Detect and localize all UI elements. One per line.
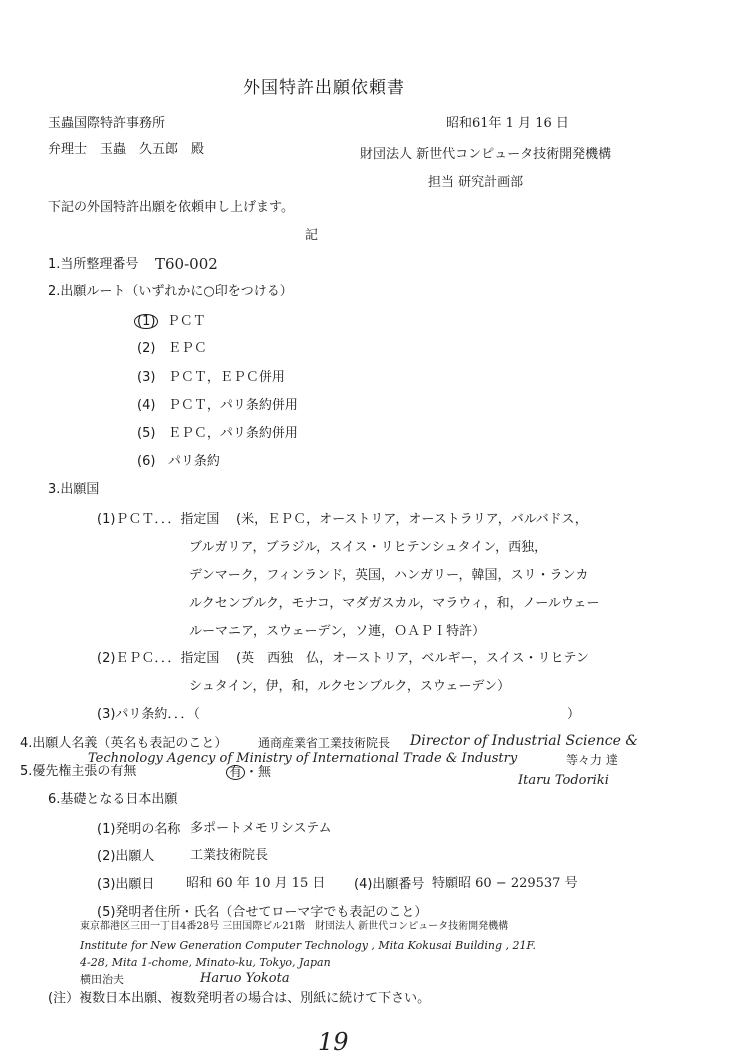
- filing-date-label: (3)出願日: [97, 877, 155, 892]
- invention-value: 多ポートメモリシステム: [190, 821, 332, 836]
- application-number-label: (4)出願番号: [354, 877, 425, 892]
- pct-countries-line-2: ブルガリア，ブラジル，スイス・リヒテンシュタイン，西独，: [189, 540, 548, 555]
- application-number-value: 特願昭 60 − 229537 号: [432, 876, 578, 891]
- page-number: 19: [318, 1028, 349, 1056]
- pct-countries-line-4: ルクセンブルク，モナコ，マダガスカル，マラウィ，和，ノールウェー: [189, 596, 600, 611]
- inventor-name-en: Haruo Yokota: [200, 971, 290, 986]
- document-title: 外国特許出願依頼書: [243, 78, 405, 98]
- route-option-6: [137, 455, 220, 468]
- applicant-value: 工業技術院長: [190, 848, 269, 863]
- priority-no: 無: [258, 765, 272, 780]
- epc-label: (2)ＥＰＣ．．．指定国: [97, 651, 220, 666]
- inventor-name-jp: 横田治夫: [80, 973, 124, 986]
- invention-label: (1)発明の名称: [97, 822, 181, 837]
- applicant-name-jp: 通商産業省工業技術院長: [258, 736, 391, 750]
- item6-label: 6.基礎となる日本出願: [48, 792, 178, 807]
- priority-choice: [226, 765, 271, 780]
- addressee-office: 玉蟲国際特許事務所: [48, 116, 166, 131]
- inventor-address-en-1: Institute for New Generation Computer Technology , Mita Kokusai Building , 21F.: [80, 939, 536, 952]
- applicant-signatory-jp: 等々力 達: [566, 753, 618, 767]
- route-option-3-text: ＰＣＴ，ＥＰＣ併用: [167, 370, 285, 385]
- pct-label: (1)ＰＣＴ．．．指定国: [97, 512, 220, 527]
- pct-countries-line-3: デンマーク，フィンランド，英国，ハンガリー，韓国，スリ・ランカ: [189, 568, 589, 583]
- sender-org: 財団法人 新世代コンピュータ技術開発機構: [360, 147, 612, 162]
- applicant-name-en-1: Director of Industrial Science &: [410, 733, 638, 749]
- item1-label: 1.当所整理番号: [48, 257, 139, 272]
- item2-label: 2.出願ルート（いずれかに○印をつける）: [48, 284, 293, 299]
- route-option-2: [137, 342, 207, 355]
- route-option-4-number: (4): [137, 398, 156, 413]
- item3-label: 3.出願国: [48, 482, 100, 497]
- applicant-label: (2)出願人: [97, 849, 155, 864]
- inventor-address-jp: 東京都港区三田一丁目4番28号 三田国際ビル21階 財団法人 新世代コンピュータ技術開発機構: [80, 921, 509, 932]
- route-option-5: [137, 427, 298, 440]
- route-option-4-text: ＰＣＴ，パリ条約併用: [167, 398, 298, 413]
- epc-countries-line-2: シュタイン，伊，和，ルクセンブルク，スウェーデン）: [189, 679, 511, 694]
- route-option-1: [134, 314, 206, 329]
- route-option-6-text: パリ条約: [167, 454, 220, 469]
- request-date: 昭和61年 1 月 16 日: [446, 116, 569, 131]
- addressee-attorney: 弁理士 玉蟲 久五郎 殿: [48, 142, 205, 157]
- route-option-6-number: (6): [137, 454, 156, 469]
- priority-sep: ・: [245, 765, 259, 780]
- route-option-3: [137, 371, 285, 384]
- route-option-2-number: (2): [137, 341, 156, 356]
- route-option-4: [137, 399, 298, 412]
- route-option-3-number: (3): [137, 370, 156, 385]
- pct-countries-line-5: ルーマニア，スウェーデン，ソ連，ＯＡＰＩ特許）: [189, 624, 486, 639]
- ki-heading: 記: [305, 228, 319, 243]
- filing-date-value: 昭和 60 年 10 月 15 日: [186, 876, 326, 891]
- sender-dept: 担当 研究計画部: [428, 175, 524, 190]
- route-option-5-number: (5): [137, 426, 156, 441]
- item5-label: 5.優先権主張の有無: [20, 764, 137, 779]
- request-text: 下記の外国特許出願を依頼申し上げます。: [48, 200, 294, 215]
- item4-label: 4.出願人名義（英名も表記のこと）: [20, 736, 228, 751]
- paris-label: (3)パリ条約．．．（: [97, 707, 200, 722]
- item1-value: T60-002: [155, 255, 218, 273]
- route-option-5-text: ＥＰＣ，パリ条約併用: [167, 426, 298, 441]
- epc-countries-line-1: (英 西独 仏，オーストリア，ベルギー，スイス・リヒテン: [236, 651, 589, 666]
- paris-close: ）: [567, 707, 581, 722]
- priority-yes: 有: [226, 765, 245, 780]
- footnote: (注）複数日本出願、複数発明者の場合は、別紙に続けて下さい。: [48, 991, 431, 1006]
- inventor-address-en-2: 4-28, Mita 1-chome, Minato-ku, Tokyo, Japan: [80, 956, 331, 969]
- pct-countries-line-1: (米，ＥＰＣ，オーストリア，オーストラリア，バルバドス，: [236, 512, 588, 527]
- applicant-signatory-en: Itaru Todoriki: [518, 773, 609, 788]
- route-option-1-text: ＰＣＴ: [166, 314, 206, 329]
- route-option-2-text: ＥＰＣ: [167, 341, 207, 356]
- route-option-1-number: (1): [134, 314, 158, 329]
- applicant-name-en-2: Technology Agency of Ministry of International Trade & Industry: [88, 751, 518, 766]
- inventor-label: (5)発明者住所・氏名（合せてローマ字でも表記のこと）: [97, 905, 428, 920]
